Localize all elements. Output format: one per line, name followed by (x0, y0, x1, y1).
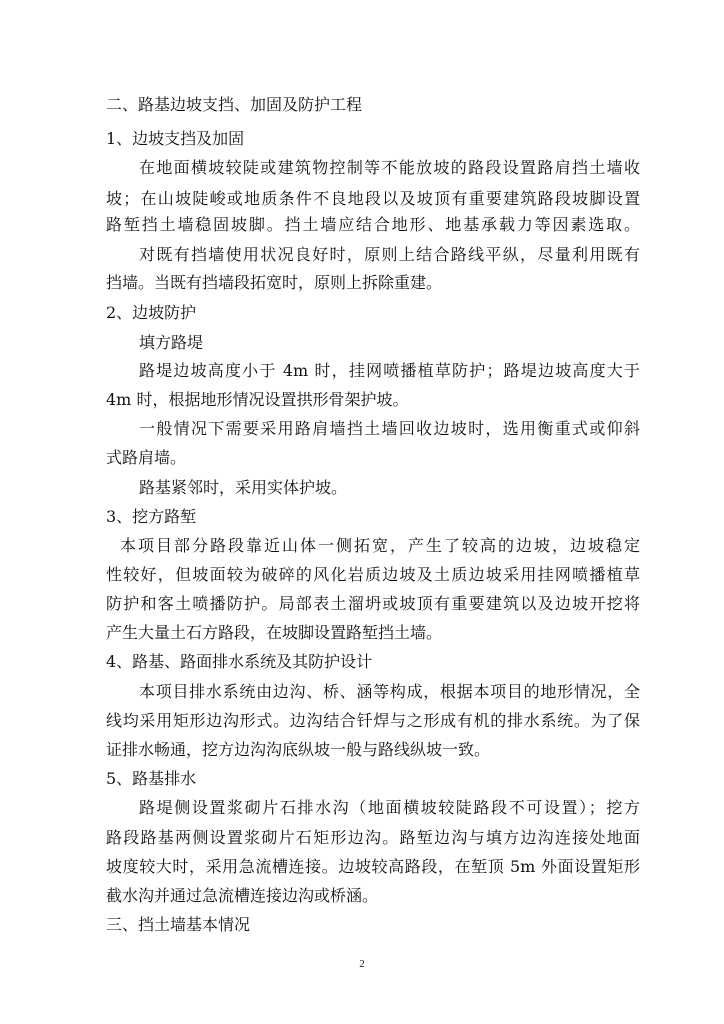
paragraph-line: 挡墙。当既有挡墙段拓宽时，原则上拆除重建。 (106, 273, 443, 292)
paragraph-line: 坡度较大时，采用急流槽连接。边坡较高路段，在堑顶 5m 外面设置矩形 (106, 857, 640, 876)
paragraph-line: 路堤边坡高度小于 4m 时，挂网喷播植草防护；路堤边坡高度大于 (139, 361, 640, 380)
subsection-heading: 5、路基排水 (106, 769, 197, 788)
paragraph-line: 路段路基两侧设置浆砌片石矩形边沟。路堑边沟与填方边沟连接处地面 (106, 828, 640, 847)
paragraph-line: 在地面横坡较陡或建筑物控制等不能放坡的路段设置路肩挡土墙收 (139, 158, 640, 177)
paragraph-line: 证排水畅通，挖方边沟沟底纵坡一般与路线纵坡一致。 (106, 740, 491, 759)
subsection-heading: 1、边坡支挡及加固 (106, 129, 245, 148)
paragraph-line: 防护和客土喷播防护。局部表土溜坍或坡顶有重要建筑以及边坡开挖将 (106, 594, 640, 613)
paragraph-line: 本项目部分路段靠近山体一侧拓宽，产生了较高的边坡，边坡稳定 (120, 536, 640, 555)
paragraph-line: 4m 时，根据地形情况设置拱形骨架护坡。 (106, 390, 409, 409)
section-heading: 三、挡土墙基本情况 (106, 915, 251, 934)
section-heading: 二、路基边坡支挡、加固及防护工程 (106, 95, 363, 114)
paragraph-line: 路堤侧设置浆砌片石排水沟（地面横坡较陡路段不可设置）；挖方 (139, 798, 640, 817)
paragraph-line: 截水沟并通过急流槽连接边沟或桥涵。 (106, 886, 379, 905)
paragraph-line: 一般情况下需要采用路肩墙挡土墙回收边坡时，选用衡重式或仰斜 (139, 419, 640, 438)
paragraph-line: 路堑挡土墙稳固坡脚。挡土墙应结合地形、地基承载力等因素选取。 (106, 215, 640, 234)
paragraph-line: 式路肩墙。 (106, 448, 187, 467)
paragraph-line: 产生大量土石方路段，在坡脚设置路堑挡土墙。 (106, 623, 443, 642)
paragraph-line: 坡；在山坡陡峻或地质条件不良地段以及坡顶有重要建筑路段坡脚设置 (106, 189, 640, 208)
page-number: 2 (359, 958, 365, 970)
paragraph-heading: 填方路堤 (139, 333, 204, 352)
paragraph-line: 本项目排水系统由边沟、桥、涵等构成，根据本项目的地形情况，全 (139, 682, 640, 701)
subsection-heading: 2、边坡防护 (106, 303, 197, 322)
paragraph-line: 线均采用矩形边沟形式。边沟结合钎焊与之形成有机的排水系统。为了保 (106, 711, 640, 730)
paragraph-line: 性较好，但坡面较为破碎的风化岩质边坡及土质边坡采用挂网喷播植草 (106, 565, 640, 584)
subsection-heading: 3、挖方路堑 (106, 507, 197, 526)
paragraph-line: 对既有挡墙使用状况良好时，原则上结合路线平纵，尽量利用既有 (139, 245, 640, 264)
paragraph-line: 路基紧邻时，采用实体护坡。 (139, 478, 348, 497)
subsection-heading: 4、路基、路面排水系统及其防护设计 (106, 652, 373, 671)
